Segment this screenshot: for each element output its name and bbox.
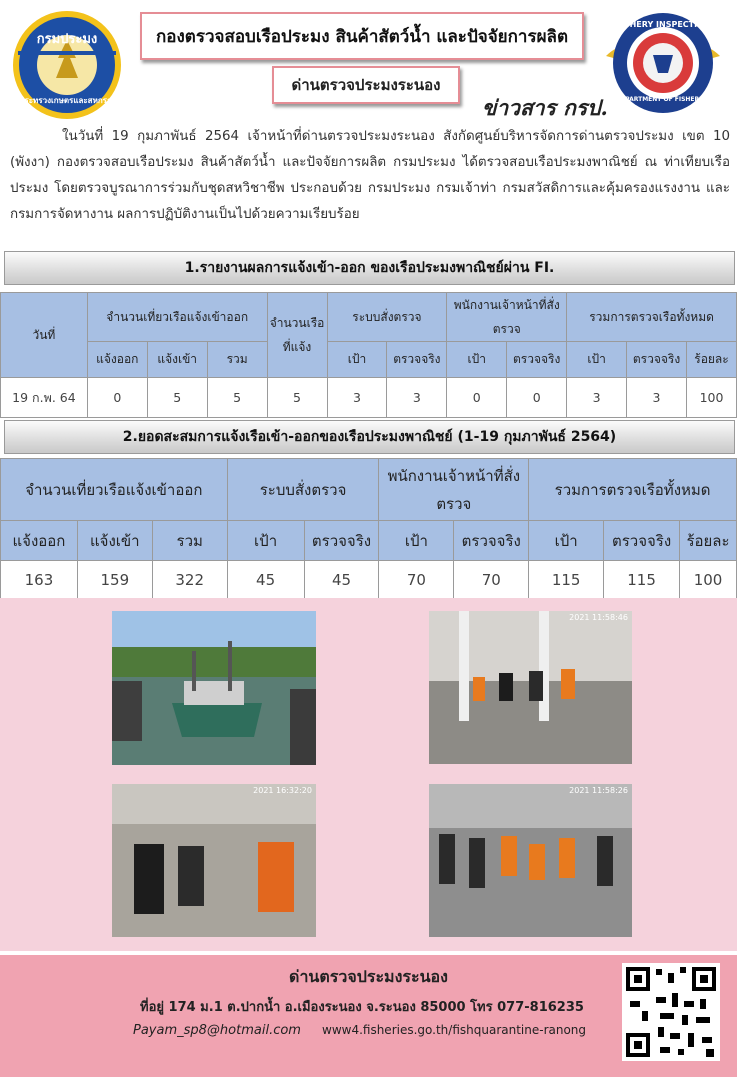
subheader-cell: เป้า bbox=[567, 342, 627, 378]
subheader-cell: เป้า bbox=[227, 521, 304, 561]
data-cell: 0 bbox=[447, 378, 507, 418]
subheader-cell: ตรวจจริง bbox=[507, 342, 567, 378]
newsletter-label: ข่าวสาร กรป. bbox=[482, 95, 608, 120]
cumulative-report-table bbox=[0, 458, 737, 599]
header-system: ระบบสั่งตรวจ bbox=[227, 459, 379, 521]
photo-inspection-pier bbox=[429, 611, 632, 764]
page-subtitle: ด่านตรวจประมงระนอง bbox=[272, 66, 460, 104]
qr-code[interactable] bbox=[622, 963, 720, 1061]
data-cell: 159 bbox=[77, 561, 152, 599]
data-cell: 3 bbox=[567, 378, 627, 418]
header-total: รวมการตรวจเรือทั้งหมด bbox=[567, 293, 737, 342]
header-trips: จำนวนเที่ยวเรือแจ้งเข้าออก bbox=[1, 459, 228, 521]
footer-title: ด่านตรวจประมงระนอง bbox=[289, 967, 448, 986]
header-officer: พนักงานเจ้าหน้าที่สั่งตรวจ bbox=[379, 459, 529, 521]
footer-address: ที่อยู่ 174 ม.1 ต.ปากน้ำ อ.เมืองระนอง จ.ระนอง 85000 โทร 077-816235 bbox=[140, 1000, 584, 1015]
subheader-cell: ตรวจจริง bbox=[454, 521, 529, 561]
header-system: ระบบสั่งตรวจ bbox=[327, 293, 447, 342]
daily-report-table bbox=[0, 292, 737, 418]
data-cell: 45 bbox=[227, 561, 304, 599]
header-trips: จำนวนเที่ยวเรือแจ้งเข้าออก bbox=[87, 293, 267, 342]
data-cell: 163 bbox=[1, 561, 78, 599]
subheader-cell: รวม bbox=[152, 521, 227, 561]
header-total: รวมการตรวจเรือทั้งหมด bbox=[529, 459, 737, 521]
subheader-cell: รวม bbox=[207, 342, 267, 378]
subheader-cell: เป้า bbox=[529, 521, 604, 561]
subheader-cell: ตรวจจริง bbox=[304, 521, 379, 561]
page-title: กองตรวจสอบเรือประมง สินค้าสัตว์น้ำ และปัจจัยการผลิต bbox=[140, 12, 584, 60]
fishery-inspection-logo bbox=[604, 8, 722, 118]
department-of-fisheries-logo bbox=[12, 10, 122, 120]
subheader-cell: แจ้งออก bbox=[1, 521, 78, 561]
section1-title: 1.รายงานผลการแจ้งเข้า-ออก ของเรือประมงพาณิชย์ผ่าน FI. bbox=[4, 251, 735, 285]
subheader-cell: แจ้งออก bbox=[87, 342, 147, 378]
intro-paragraph: ในวันที่ 19 กุมภาพันธ์ 2564 เจ้าหน้าที่ด่านตรวจประมงระนอง สังกัดศูนย์บริหารจัดการด่านตรวจประมง เขต 10 (พังงา) กองตรวจสอบเรือประมง สินค้าสัตว์น้ำ และปัจจัยการผลิต กรมประมง ได้ตรวจสอบเรือประมงพาณิชย์ ณ ท่าเทียบเรือประมง โดยตรวจบูรณาการร่วมกับชุดสหวิชาชีพ ประกอบด้วย กรมประมง กรมเจ้าท่า กรมสวัสดิการและคุ้มครองแรงงาน และกรมการจัดหางาน ผลการปฏิบัติงานเป็นไปด้วยความเรียบร้อย bbox=[10, 129, 730, 222]
data-cell: 5 bbox=[207, 378, 267, 418]
photo-timestamp: 2021 16:32:20 bbox=[253, 786, 312, 795]
photo-timestamp: 2021 11:58:26 bbox=[569, 786, 628, 795]
photo-group-inspection bbox=[429, 784, 632, 937]
section2-title: 2.ยอดสะสมการแจ้งเรือเข้า-ออกของเรือประมงพาณิชย์ (1-19 กุมภาพันธ์ 2564) bbox=[4, 420, 735, 454]
data-cell: 3 bbox=[627, 378, 687, 418]
header-date: วันที่ bbox=[1, 293, 88, 378]
data-cell: 100 bbox=[680, 561, 737, 599]
subheader-cell: ร้อยละ bbox=[686, 342, 736, 378]
subheader-cell: ตรวจจริง bbox=[387, 342, 447, 378]
subheader-cell: เป้า bbox=[447, 342, 507, 378]
data-cell: 5 bbox=[267, 378, 327, 418]
data-cell: 100 bbox=[686, 378, 736, 418]
data-cell: 5 bbox=[147, 378, 207, 418]
data-cell: 3 bbox=[387, 378, 447, 418]
data-cell: 115 bbox=[529, 561, 604, 599]
logo-top-text: กรมประมง bbox=[36, 32, 98, 47]
data-cell: 70 bbox=[379, 561, 454, 599]
data-cell: 115 bbox=[604, 561, 680, 599]
header-boats: จำนวนเรือที่แจ้ง bbox=[267, 293, 327, 378]
subheader-cell: แจ้งเข้า bbox=[77, 521, 152, 561]
data-cell: 70 bbox=[454, 561, 529, 599]
subheader-cell: ตรวจจริง bbox=[604, 521, 680, 561]
photo-officers-checking bbox=[112, 784, 316, 937]
subheader-cell: เป้า bbox=[379, 521, 454, 561]
footer-email-link[interactable]: Payam_sp8@hotmail.com bbox=[133, 1023, 301, 1038]
photo-timestamp: 2021 11:58:46 bbox=[569, 613, 628, 622]
data-cell: 3 bbox=[327, 378, 387, 418]
subheader-cell: เป้า bbox=[327, 342, 387, 378]
data-cell: 322 bbox=[152, 561, 227, 599]
logo-bottom-text: DEPARTMENT OF FISHERIES bbox=[616, 96, 710, 103]
subheader-cell: ตรวจจริง bbox=[627, 342, 687, 378]
logo-top-text: FISHERY INSPECTION bbox=[615, 20, 711, 29]
subheader-cell: แจ้งเข้า bbox=[147, 342, 207, 378]
footer-website-link[interactable]: www4.fisheries.go.th/fishquarantine-ranong bbox=[322, 1023, 587, 1037]
photo-fishing-boat bbox=[112, 611, 316, 765]
subheader-cell: ร้อยละ bbox=[680, 521, 737, 561]
header-officer: พนักงานเจ้าหน้าที่สั่งตรวจ bbox=[447, 293, 567, 342]
logo-bottom-text: กระทรวงเกษตรและสหกรณ์ bbox=[19, 96, 115, 105]
data-cell: 0 bbox=[507, 378, 567, 418]
data-cell: 0 bbox=[87, 378, 147, 418]
data-cell: 45 bbox=[304, 561, 379, 599]
data-cell: 19 ก.พ. 64 bbox=[1, 378, 88, 418]
